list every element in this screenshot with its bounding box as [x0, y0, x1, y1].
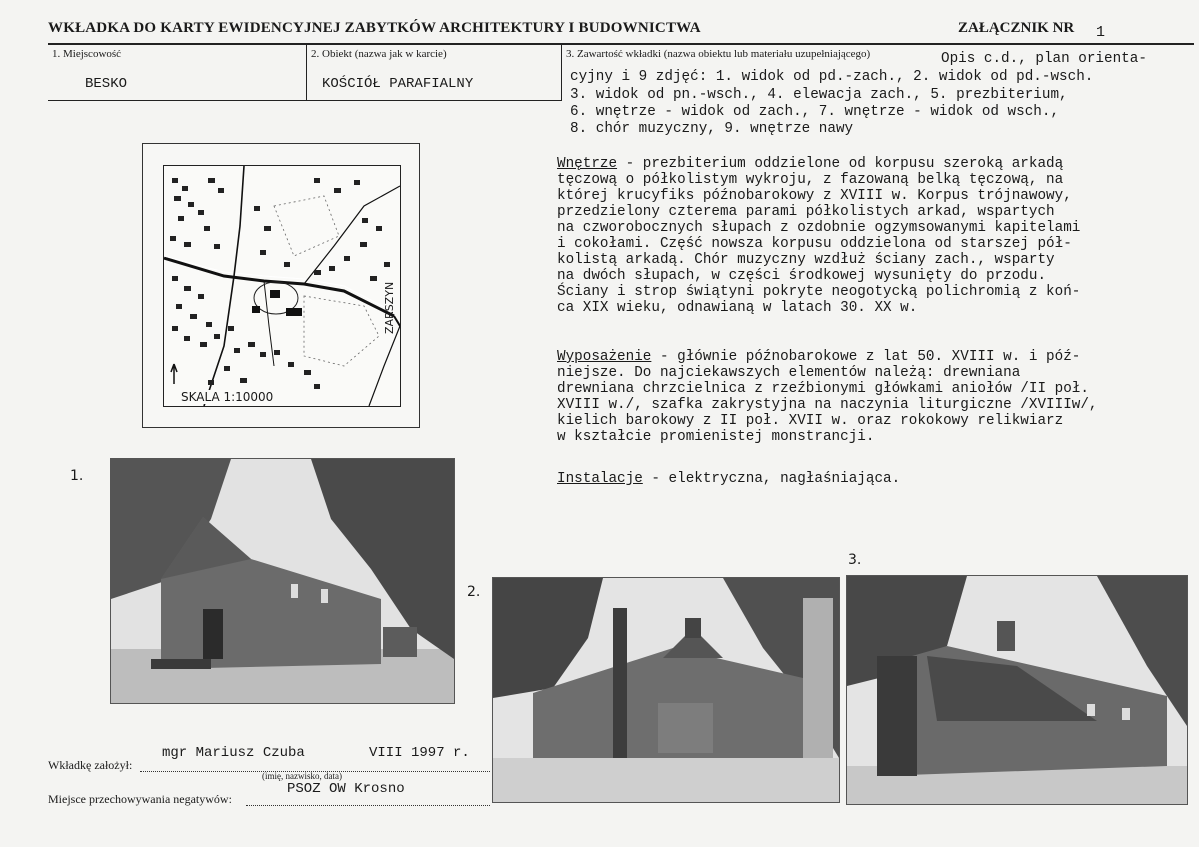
furnishing-line: w kształcie promienistej monstrancji.	[557, 429, 875, 445]
top-rule	[48, 43, 1194, 45]
furnishing-line: kielich barokowy z II poł. XVII w. oraz rokokowy relikwiarz	[557, 413, 1064, 429]
furnishing-line: drewniana chrzcielnica z rzeźbionymi główkami aniołów /II poł.	[557, 381, 1089, 397]
photo-2-number: 2.	[467, 584, 481, 600]
furnishing-line: niejsze. Do najciekawszych elementów należą: drewniana	[557, 365, 1021, 381]
installations-paragraph	[557, 471, 900, 487]
contents-line-3: 3. widok od pn.-wsch., 4. elewacja zach., 5. prezbiterium,	[570, 87, 1068, 103]
date-value: VIII 1997 r.	[369, 745, 470, 761]
interior-line: tęczową o półkolistym wykroju, z fazowaną belką tęczową, na	[557, 172, 1064, 188]
furnishing-line: XVIII w./, szafka zakrystyjna na naczynia liturgiczne /XVIIIw/,	[557, 397, 1098, 413]
photo-1-image	[111, 459, 454, 703]
map-village-label: ZARSZYN	[383, 281, 396, 334]
installations-text: - elektryczna, nagłaśniająca.	[642, 471, 901, 487]
annex-label: ZAŁĄCZNIK NR	[958, 20, 1075, 36]
map-frame	[163, 165, 401, 407]
contents-line-5: 8. chór muzyczny, 9. wnętrze nawy	[570, 121, 854, 137]
form-title: WKŁADKA DO KARTY EWIDENCYJNEJ ZABYTKÓW ARCHITEKTURY I BUDOWNICTWA	[48, 20, 701, 36]
photo-2-image	[493, 578, 839, 802]
map-scale-label: SKALA 1:10000	[181, 390, 274, 404]
field-separator-1	[306, 43, 307, 101]
furnishing-heading: Wyposażenie	[557, 349, 652, 365]
interior-heading: Wnętrze	[557, 156, 618, 172]
photo-1	[110, 458, 455, 704]
field-separator-2	[561, 43, 562, 101]
author-hint: (imię, nazwisko, data)	[262, 771, 342, 781]
annex-number: 1	[1096, 24, 1106, 41]
interior-line: i cokołami. Część nowsza korpusu oddzielona od starszej pół-	[557, 236, 1072, 252]
field-bottom-rule	[48, 100, 561, 101]
interior-line: - prezbiterium oddzielone od korpusu szeroką arkadą	[617, 156, 1064, 172]
storage-value: PSOZ OW Krosno	[287, 781, 405, 797]
map-drawing	[164, 166, 400, 406]
interior-line: na czworobocznych słupach z ozdobnie ogzymsowanymi kapitelami	[557, 220, 1081, 236]
author-value: mgr Mariusz Czuba	[162, 745, 305, 761]
storage-label: Miejsce przechowywania negatywów:	[48, 792, 232, 806]
installations-heading: Instalacje	[557, 471, 643, 487]
object-value: KOŚCIÓŁ PARAFIALNY	[322, 76, 474, 92]
photo-3	[846, 575, 1188, 805]
storage-dotted-line	[246, 804, 490, 806]
author-label: Wkładkę założył:	[48, 758, 133, 772]
photo-1-number: 1.	[70, 468, 84, 484]
furnishing-paragraph	[557, 349, 1098, 445]
locality-value: BESKO	[85, 76, 128, 92]
orientation-map	[142, 143, 420, 428]
locality-label: 1. Miejscowość	[52, 48, 122, 60]
contents-line-4: 6. wnętrze - widok od zach., 7. wnętrze - widok od wsch.,	[570, 104, 1060, 120]
interior-line: na dwóch słupach, w części środkowej wysunięty do przodu.	[557, 268, 1047, 284]
interior-line: kolistą arkadą. Chór muzyczny wzdłuż ściany zach., wsparty	[557, 252, 1055, 268]
contents-line-2: cyjny i 9 zdjęć: 1. widok od pd.-zach., 2. widok od pd.-wsch.	[570, 69, 1094, 85]
photo-2	[492, 577, 840, 803]
interior-line: ca XIX wieku, odnawianą w latach 30. XX w.	[557, 300, 918, 316]
contents-line-1: Opis c.d., plan orienta-	[941, 51, 1147, 67]
contents-label: 3. Zawartość wkładki (nazwa obiektu lub materiału uzupełniającego)	[566, 48, 871, 60]
object-label: 2. Obiekt (nazwa jak w karcie)	[311, 48, 447, 60]
interior-line: Ściany i strop świątyni pokryte neogotycką polichromią z koń-	[557, 284, 1081, 300]
interior-line: przedzielony czterema parami półkolistych arkad, wspartych	[557, 204, 1055, 220]
interior-paragraph	[557, 156, 1080, 316]
interior-line: której krucyfiks późnobarokowy z XVIII w. Korpus trójnawowy,	[557, 188, 1072, 204]
photo-3-image	[847, 576, 1187, 804]
furnishing-line: - głównie późnobarokowe z lat 50. XVIII w. i póź-	[651, 349, 1081, 365]
photo-3-number: 3.	[848, 552, 862, 568]
